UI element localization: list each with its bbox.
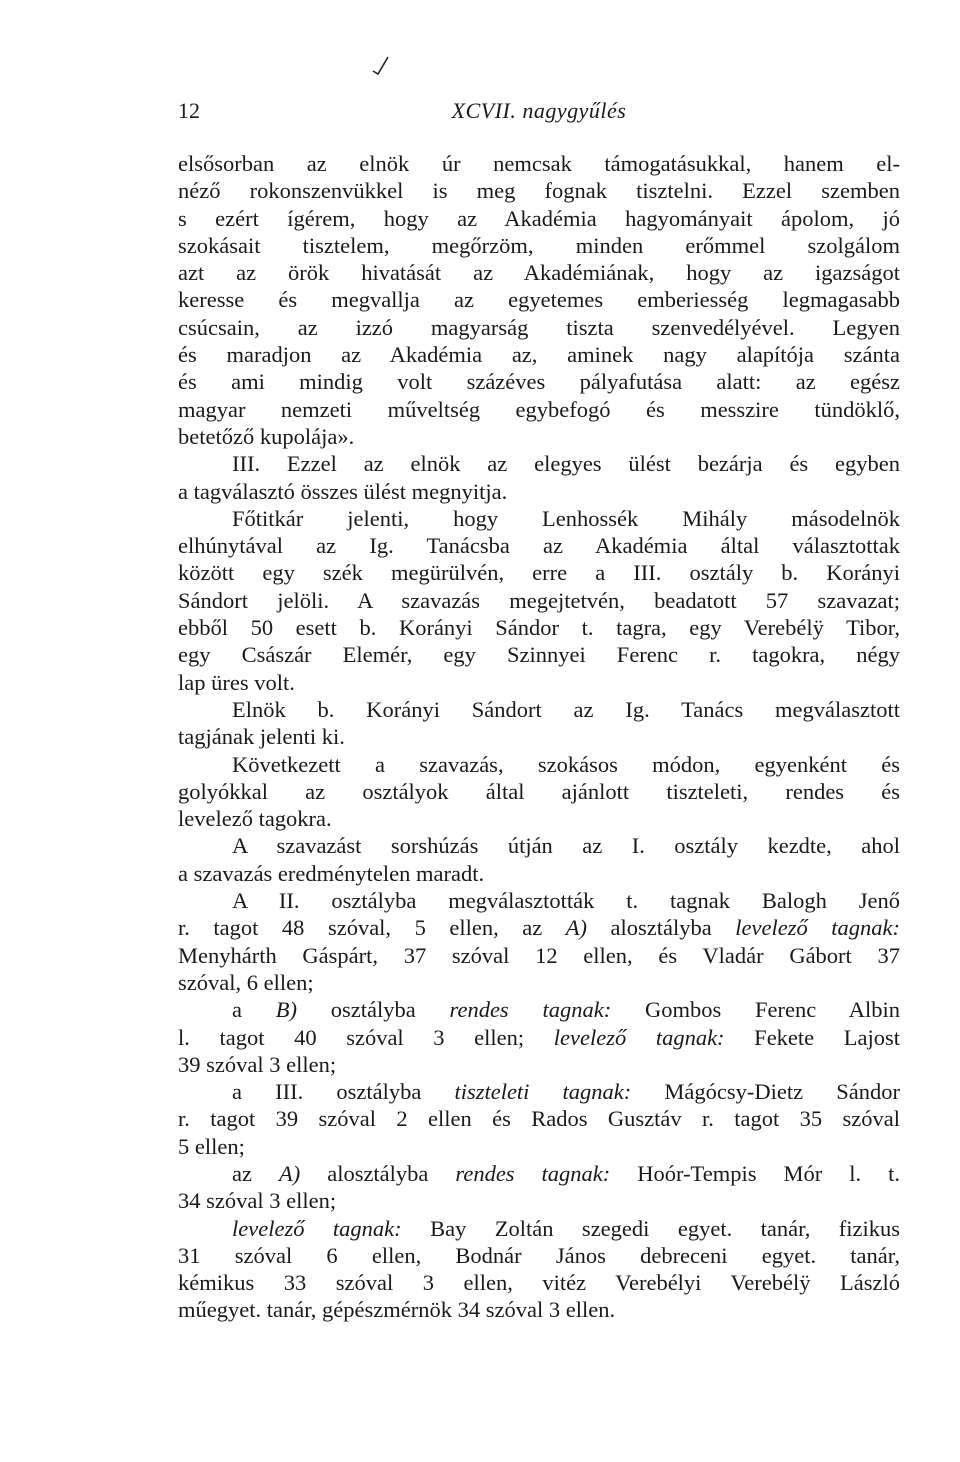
text-line — [178, 1242, 900, 1269]
text-segment: alosztályba — [327, 1160, 456, 1186]
text-segment: a tagválasztó összes ülést megnyitja. — [178, 478, 508, 504]
text-segment: A II. osztályba megválasztották t. tagnak Balogh Jenő — [232, 888, 900, 914]
text-line — [178, 860, 900, 887]
text-line — [178, 314, 900, 341]
italic-text-segment: tiszteleti tagnak: — [454, 1079, 632, 1105]
text-segment: és ami mindig volt százéves pályafutása alatt: az egész — [178, 369, 900, 395]
text-line — [178, 286, 900, 313]
italic-text-segment: levelező tagnak: — [232, 1215, 402, 1241]
text-segment: Sándort jelöli. A szavazás megejtetvén, beadatott 57 szavazat; — [178, 587, 900, 613]
text-line — [178, 259, 900, 286]
text-line — [178, 669, 900, 696]
text-line — [178, 423, 900, 450]
text-segment: r. tagot 39 szóval 2 ellen és Rados Gusztáv r. tagot 35 szóval — [178, 1106, 900, 1132]
text-line — [178, 805, 900, 832]
text-segment: s ezért ígérem, hogy az Akadémia hagyományait ápolom, jó — [178, 205, 900, 231]
italic-text-segment: rendes tagnak: — [449, 997, 612, 1023]
text-segment: Mágócsy-Dietz Sándor — [631, 1079, 900, 1105]
text-line — [178, 205, 900, 232]
text-line — [178, 1215, 900, 1242]
text-line — [178, 723, 900, 750]
text-segment: betetőző kupolája». — [178, 423, 355, 449]
text-segment: r. tagot 48 szóval, 5 ellen, az — [178, 915, 566, 941]
running-title: XCVII. nagygyűlés — [451, 98, 627, 123]
text-line — [178, 1051, 900, 1078]
text-line — [178, 478, 900, 505]
italic-text-segment: A) — [565, 915, 611, 941]
text-line — [178, 396, 900, 423]
text-segment: golyókkal az osztályok által ajánlott tiszteleti, rendes és — [178, 778, 900, 804]
text-line — [178, 532, 900, 559]
italic-text-segment: A) — [278, 1160, 328, 1186]
text-line — [178, 1024, 900, 1051]
text-line — [178, 641, 900, 668]
text-segment: 31 szóval 6 ellen, Bodnár János debreceni egyet. tanár, — [178, 1242, 900, 1268]
text-line — [178, 505, 900, 532]
text-line — [178, 1078, 900, 1105]
text-segment: Fekete Lajost — [724, 1024, 901, 1050]
text-line — [178, 914, 900, 941]
text-segment: Hoór-Tempis Mór l. t. — [610, 1160, 900, 1186]
text-segment: Főtitkár jelenti, hogy Lenhossék Mihály másodelnök — [232, 505, 900, 531]
text-line — [178, 942, 900, 969]
text-segment: szokásait tisztelem, megőrzöm, minden erőmmel szolgálom — [178, 232, 900, 258]
text-line — [178, 614, 900, 641]
text-line — [178, 232, 900, 259]
italic-text-segment: rendes tagnak: — [455, 1160, 611, 1186]
text-line — [178, 177, 900, 204]
text-segment: néző rokonszenvükkel is meg fognak tisztelni. Ezzel szemben — [178, 178, 900, 204]
text-line — [178, 1160, 900, 1187]
body-text — [178, 150, 900, 1324]
text-segment: keresse és megvallja az egyetemes emberiesség legmagasabb — [178, 287, 900, 313]
text-segment: között egy szék megürülvén, erre a III. osztály b. Korányi — [178, 560, 900, 586]
text-line — [178, 751, 900, 778]
text-line — [178, 150, 900, 177]
text-line — [178, 1187, 900, 1214]
page-header — [178, 98, 900, 128]
italic-text-segment: levelező tagnak: — [735, 915, 901, 941]
text-segment: szóval, 6 ellen; — [178, 969, 314, 995]
text-segment: csúcsain, az izzó magyarság tiszta szenvedélyével. Legyen — [178, 314, 900, 340]
text-segment: az — [232, 1160, 279, 1186]
pencil-check-mark — [370, 55, 390, 75]
text-segment: 34 szóval 3 ellen; — [178, 1188, 337, 1214]
page-number: 12 — [178, 98, 200, 123]
italic-text-segment: B) — [275, 997, 331, 1023]
text-segment: elhúnytával az Ig. Tanácsba az Akadémia által választottak — [178, 533, 900, 559]
text-line — [178, 832, 900, 859]
text-line — [178, 587, 900, 614]
text-line — [178, 996, 900, 1023]
text-segment: alosztályba — [610, 915, 736, 941]
text-segment: A szavazást sorshúzás útján az I. osztály kezdte, ahol — [232, 833, 900, 859]
text-segment: 39 szóval 3 ellen; — [178, 1051, 337, 1077]
text-line — [178, 969, 900, 996]
text-line — [178, 368, 900, 395]
text-line — [178, 341, 900, 368]
text-segment: Menyhárth Gáspárt, 37 szóval 12 ellen, és Vladár Gábort 37 — [178, 942, 900, 968]
text-line — [178, 778, 900, 805]
text-line — [178, 1105, 900, 1132]
text-line — [178, 887, 900, 914]
text-segment: Következett a szavazás, szokásos módon, egyenként és — [232, 751, 900, 777]
text-line — [178, 450, 900, 477]
text-line — [178, 559, 900, 586]
text-segment: tagjának jelenti ki. — [178, 724, 345, 750]
text-segment: és maradjon az Akadémia az, aminek nagy alapítója szánta — [178, 342, 900, 368]
text-segment: a szavazás eredménytelen maradt. — [178, 860, 485, 886]
text-segment: a III. osztályba — [232, 1079, 455, 1105]
text-segment: egy Császár Elemér, egy Szinnyei Ferenc r. tagokra, négy — [178, 642, 900, 668]
text-segment: lap üres volt. — [178, 669, 295, 695]
text-segment: műegyet. tanár, gépészmérnök 34 szóval 3 ellen. — [178, 1297, 616, 1323]
text-segment: 5 ellen; — [178, 1133, 245, 1159]
text-segment: l. tagot 40 szóval 3 ellen; — [178, 1024, 554, 1050]
text-segment: III. Ezzel az elnök az elegyes ülést bezárja és egyben — [232, 451, 900, 477]
text-segment: kémikus 33 szóval 3 ellen, vitéz Verebélyi Verebélÿ László — [178, 1270, 900, 1296]
text-line — [178, 1296, 900, 1323]
text-segment: levelező tagokra. — [178, 806, 332, 832]
text-segment: Gombos Ferenc Albin — [611, 997, 900, 1023]
text-segment: magyar nemzeti műveltség egybefogó és messzire tündöklő, — [178, 396, 900, 422]
text-line — [178, 1133, 900, 1160]
text-segment: osztályba — [330, 997, 450, 1023]
text-segment: ebből 50 esett b. Korányi Sándor t. tagra, egy Verebélÿ Tibor, — [178, 615, 900, 641]
text-line — [178, 696, 900, 723]
italic-text-segment: levelező tagnak: — [553, 1024, 725, 1050]
text-segment: azt az örök hivatását az Akadémiának, hogy az igazságot — [178, 260, 900, 286]
text-segment: elsősorban az elnök úr nemcsak támogatásukkal, hanem el- — [178, 151, 900, 176]
text-line — [178, 1269, 900, 1296]
text-segment: Elnök b. Korányi Sándort az Ig. Tanács megválasztott — [232, 696, 900, 722]
text-segment: Bay Zoltán szegedi egyet. tanár, fizikus — [401, 1215, 901, 1241]
text-segment: a — [232, 997, 276, 1023]
